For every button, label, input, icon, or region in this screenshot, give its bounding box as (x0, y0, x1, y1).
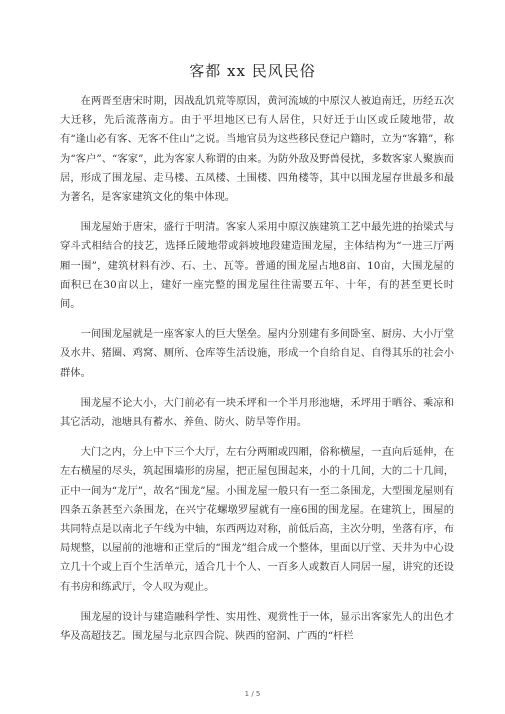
paragraph: 在两晋至唐宋时期，因战乱饥荒等原因，黄河流域的中原汉人被迫南迁，历经五次大迁移，先后流落南方。由于平坦地区已有人居住，只好迁于山区或丘陵地带，故有“逢山必有客、无客不住山”之说。当地官员为这些移民登记户籍时，立为“客籍”，称为“客户”、“客家”，此为客家人称谓的由来。为防外敌及野兽侵扰，多数客家人聚族而居，形成了围龙屋、走马楼、五凤楼、土围楼、四角楼等，其中以围龙屋存世最多和最为著名，是客家建筑文化的集中体现。 (60, 95, 454, 204)
paragraph: 围龙屋始于唐宋，盛行于明清。客家人采用中原汉族建筑工艺中最先进的抬梁式与穿斗式相结合的技艺，选择丘陵地带或斜坡地段建造围龙屋，主体结构为“一进三厅两厢一围”，建筑材料有沙、石、土、瓦等。普通的围龙屋占地8亩、10亩，大围龙屋的面积已在30亩以上，建好一座完整的围龙屋往往需要五年、十年，有的甚至更长时间。 (60, 221, 454, 311)
document-title: 客都 xx 民风民俗 (189, 62, 316, 80)
paragraph: 一间围龙屋就是一座客家人的巨大堡垒。屋内分别建有多间卧室、厨房、大小厅堂及水井、猪圈、鸡窝、厕所、仓库等生活设施，形成一个自给自足、自得其乐的社会小群体。 (60, 328, 454, 379)
paragraph: 围龙屋的设计与建造融科学性、实用性、观赏性于一体，显示出客家先人的出色才华及高超技艺。围龙屋与北京四合院、陕西的窑洞、广西的“杆栏 (60, 610, 454, 643)
page-number: 1 / 5 (244, 690, 261, 698)
paragraph: 大门之内，分上中下三个大厅，左右分两厢或四厢，俗称横屋，一直向后延伸，在左右横屋的尽头，筑起围墙形的房屋，把正屋包围起来，小的十几间，大的二十几间，正中一间为“龙厅”，故名“围龙”屋。小围龙屋一般只有一至二条围龙，大型围龙屋则有四条五条甚至六条围龙，在兴宁花螺墩罗屋就有一座6围的围龙屋。在建筑上，围屋的共同特点是以南北子午线为中轴，东西两边对称，前低后高，主次分明，坐落有序，布局规整，以屋前的池塘和正堂后的“围龙”组合成一个整体，里面以厅堂、天井为中心设立几十个或上百个生活单元，适合几十个人、一百多人或数百人同居一屋，讲究的还设有书房和练武厅，令人叹为观止。 (60, 446, 454, 593)
paragraph: 围龙屋不论大小，大门前必有一块禾坪和一个半月形池塘，禾坪用于晒谷、乘凉和其它活动，池塘具有蓄水、养鱼、防火、防旱等作用。 (60, 396, 454, 429)
document-body (60, 92, 454, 657)
